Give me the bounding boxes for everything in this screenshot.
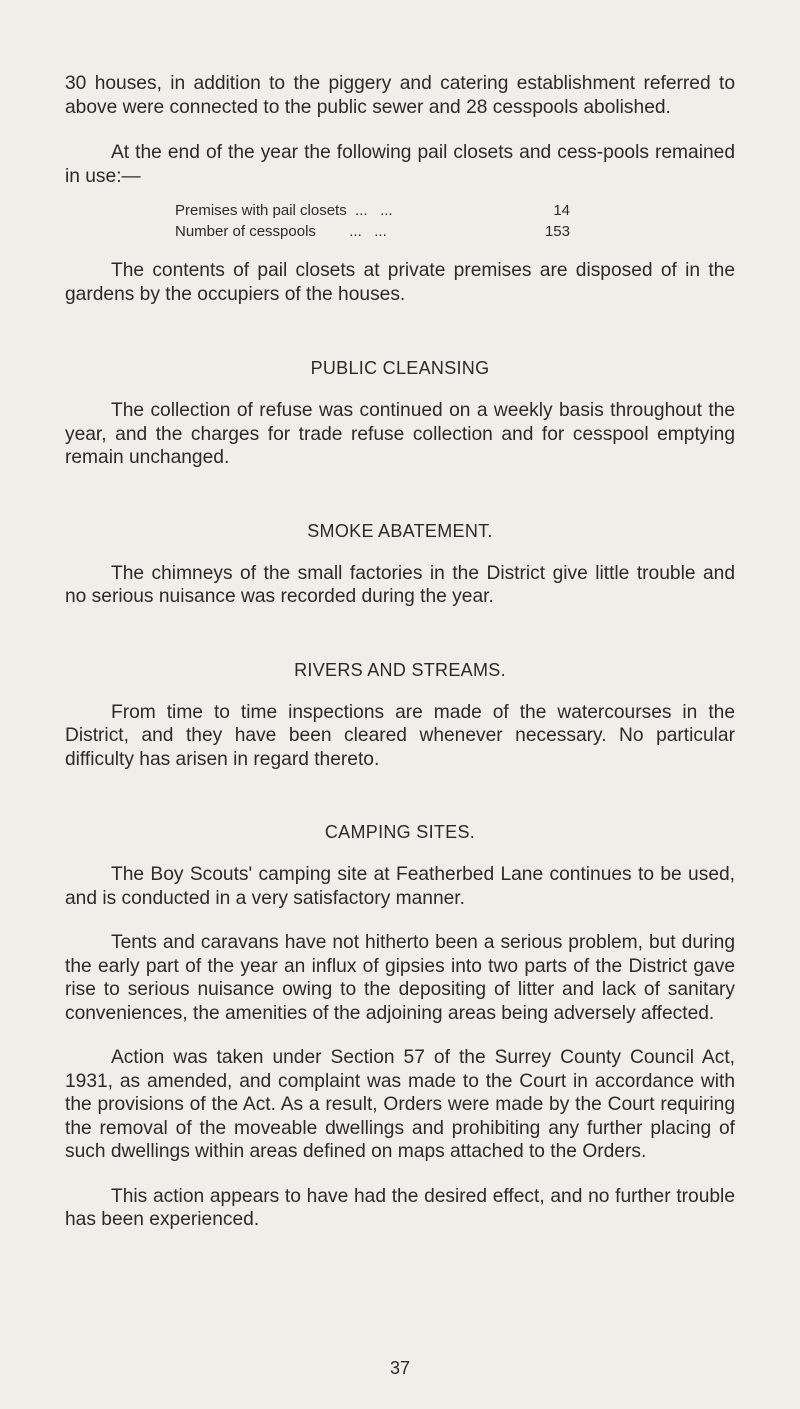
page-number: 37 (389, 1358, 411, 1378)
rivers-and-streams-paragraph: From time to time inspections are made of the watercourses in the District, and they have been cleared whenever necessary. No particular difficulty has arisen in regard thereto. (65, 701, 735, 770)
document-page (65, 72, 735, 1232)
camping-sites-paragraph-4: This action appears to have had the desired effect, and no further trouble has been experienced. (65, 1185, 735, 1230)
intro-paragraph-3: The contents of pail closets at private premises are disposed of in the gardens by the occupiers of the houses. (65, 260, 735, 305)
table-row-label: Premises with pail closets ... ... (175, 202, 393, 219)
public-cleansing-paragraph: The collection of refuse was continued on a weekly basis throughout the year, and the charges for trade refuse collection and for cesspool emptying remain unchanged. (65, 400, 735, 468)
intro-paragraph-1: 30 houses, in addition to the piggery and catering establishment referred to above were connected to the public sewer and 28 cesspools abolished. (65, 73, 735, 118)
table-row-value: 14 (553, 202, 570, 219)
table-row (175, 200, 570, 221)
section-heading-public-cleansing: PUBLIC CLEANSING (310, 358, 490, 378)
section-heading-smoke-abatement: SMOKE ABATEMENT. (307, 520, 493, 541)
camping-sites-paragraph-3: Action was taken under Section 57 of the Surrey County Council Act, 1931, as amended, and complaint was made to the Court in accordance with the provisions of the Act. As a result, Orders were made by the Court requiring the removal of the moveable dwellings and prohibiting any further placing of such dwellings within areas defined on maps attached to the Orders. (65, 1047, 735, 1162)
table-row-label: Number of cesspools ... ... (175, 223, 387, 240)
table-row-value: 153 (544, 223, 570, 240)
table-row (175, 221, 570, 242)
camping-sites-paragraph-1: The Boy Scouts' camping site at Featherbed Lane continues to be used, and is conducted in a very satisfactory manner. (65, 864, 735, 909)
section-heading-camping-sites: CAMPING SITES. (324, 822, 476, 842)
camping-sites-paragraph-2: Tents and caravans have not hitherto been a serious problem, but during the early part of the year an influx of gipsies into two parts of the District gave rise to serious nuisance owing to the depositing of litter and lack of sanitary conveniences, the amenities of the adjoining areas being adversely affected. (65, 932, 735, 1024)
smoke-abatement-paragraph: The chimneys of the small factories in the District give little trouble and no serious nuisance was recorded during the year. (65, 562, 735, 607)
closets-cesspools-table (175, 200, 570, 242)
intro-paragraph-2: At the end of the year the following pail closets and cess-pools remained in use:— (65, 142, 735, 187)
section-heading-rivers-and-streams: RIVERS AND STREAMS. (294, 659, 506, 680)
